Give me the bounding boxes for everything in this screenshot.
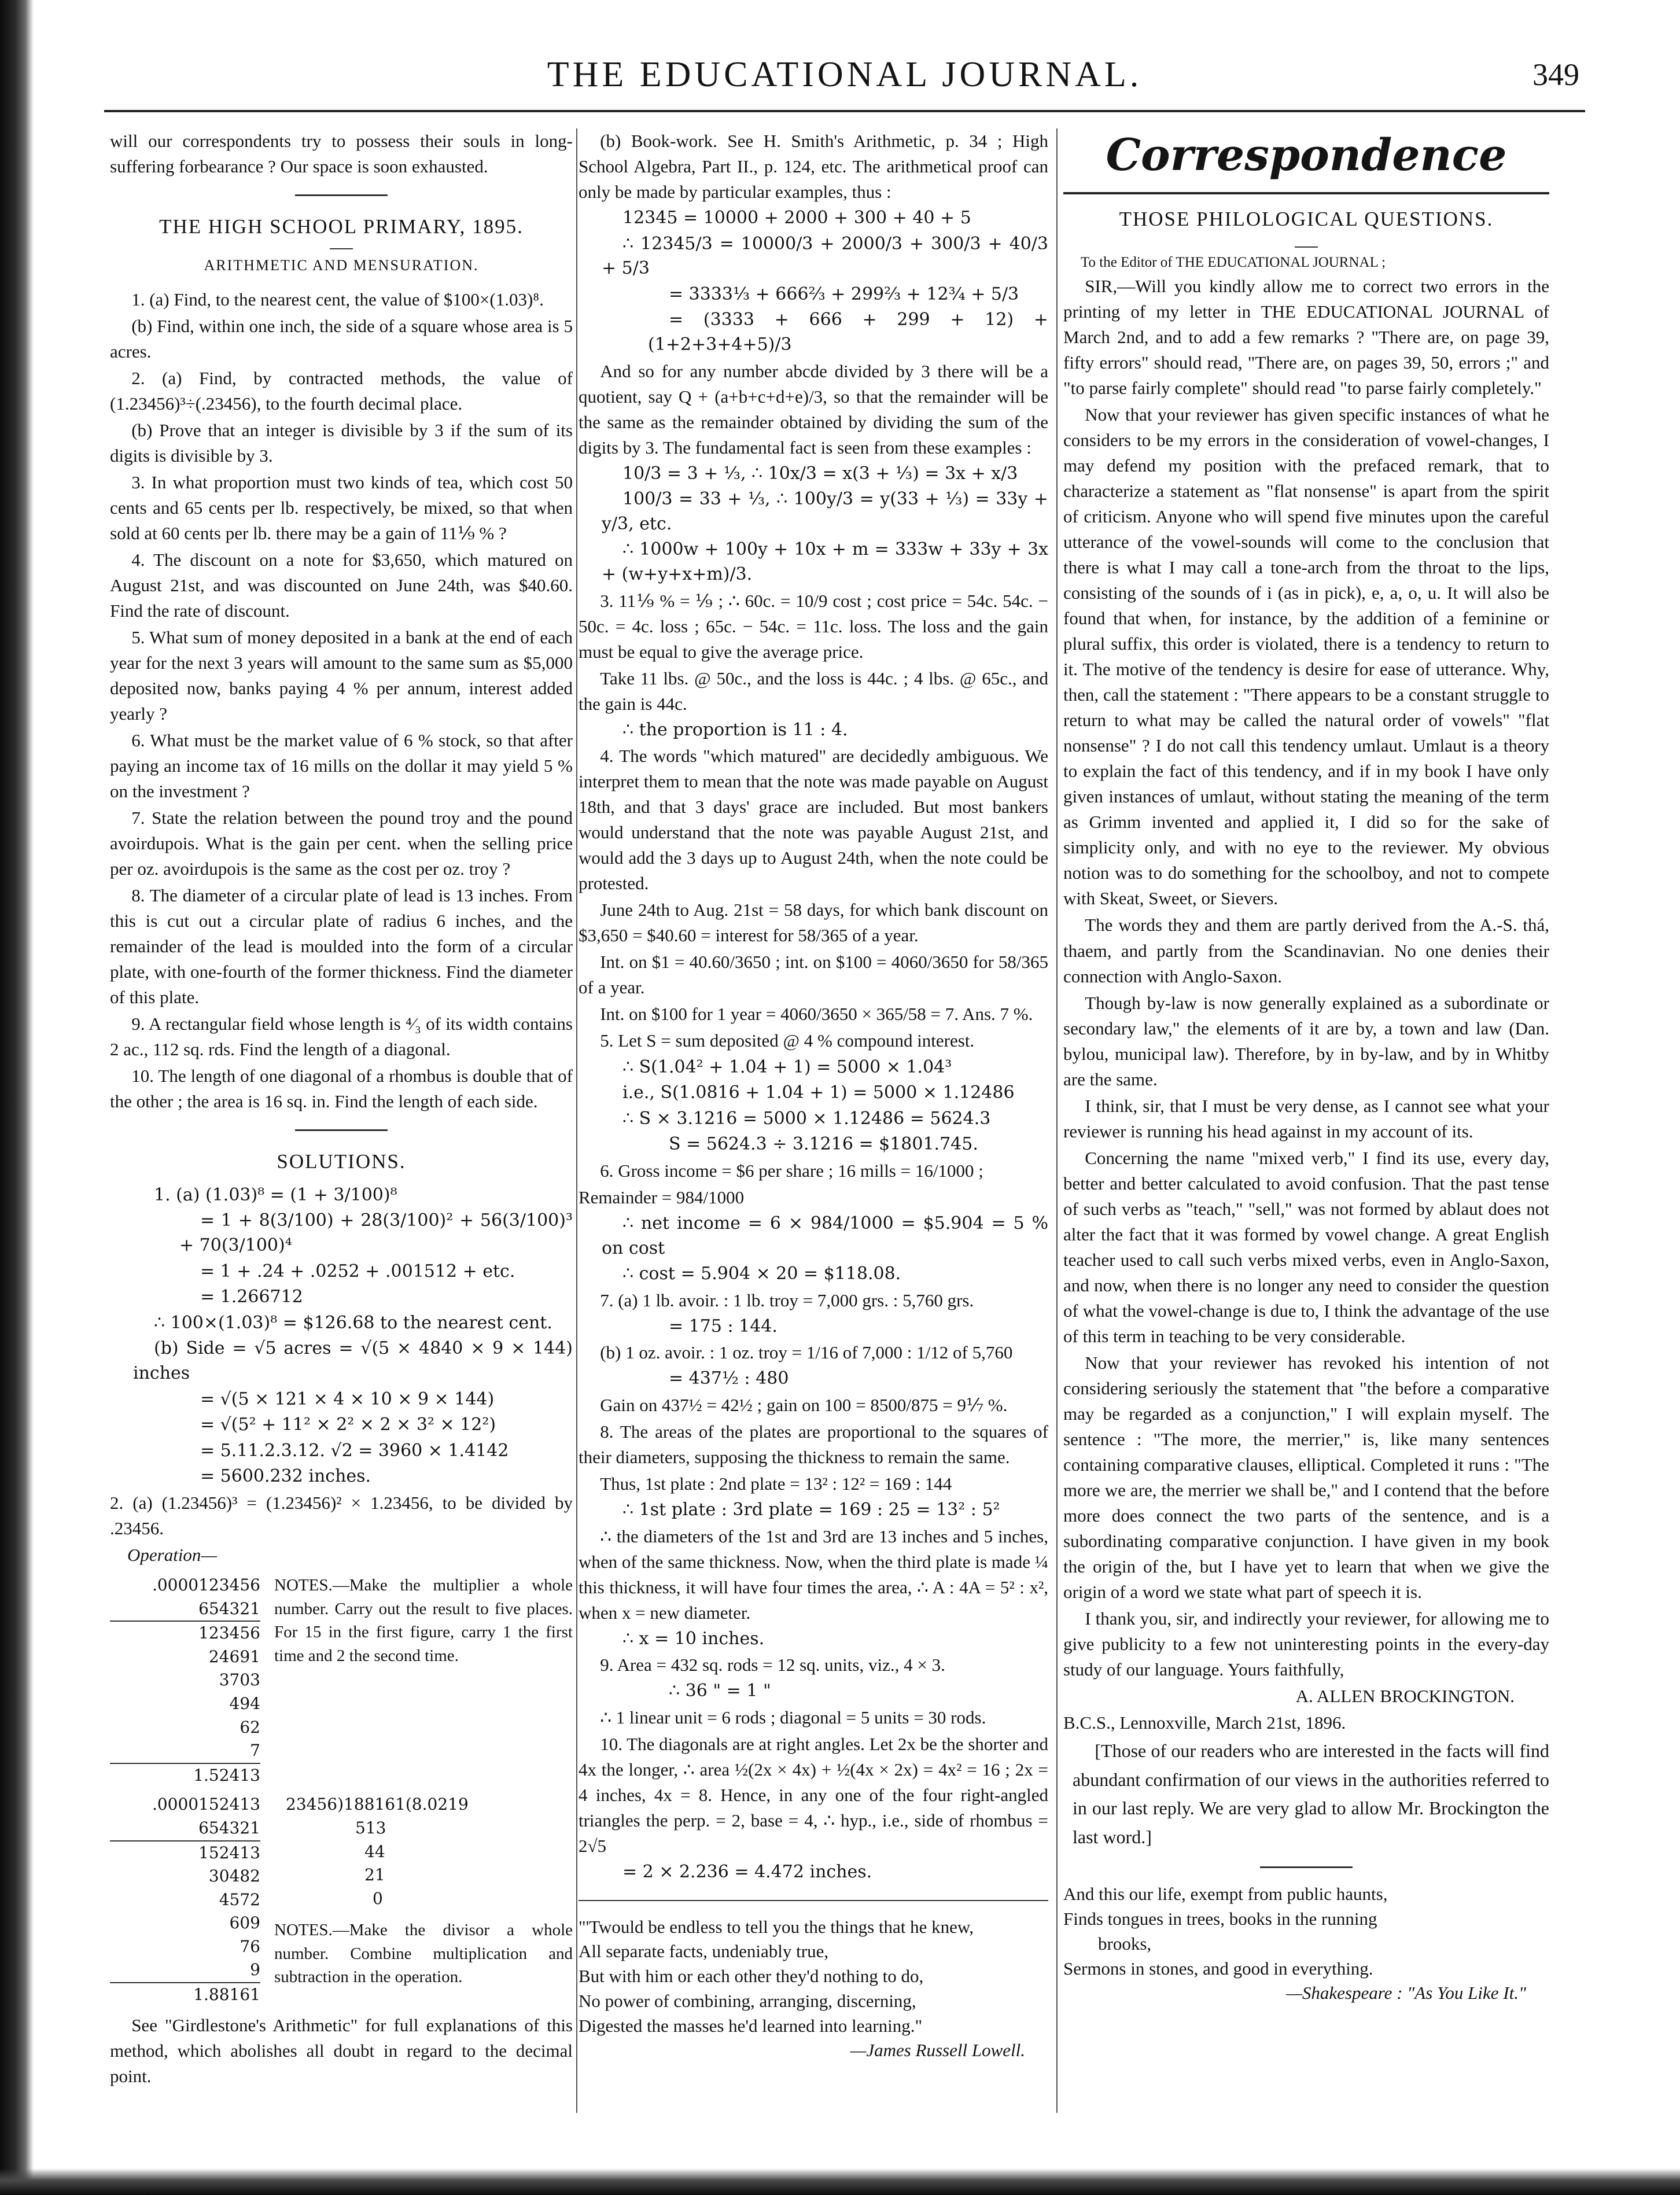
math-line: = 5.11.2.3.12. √2 = 3960 × 1.4142 xyxy=(200,1440,509,1461)
solution-6: 6. Gross income = $6 per share ; 16 mills = 16/1000 ; xyxy=(600,1160,983,1181)
section-divider xyxy=(295,194,388,196)
figure-line: 494 xyxy=(229,1693,260,1713)
editor-note: [Those of our readers who are interested in the facts will find abundant confirmation of our views in the authorities referred to in our last reply. We are very glad to allow Mr. Brockington the last word.] xyxy=(1073,1740,1549,1847)
signature-place: B.C.S., Lennoxville, March 21st, 1896. xyxy=(1063,1712,1346,1733)
solution-3: Take 11 lbs. @ 50c., and the loss is 44c. ; 4 lbs. @ 65c., and the gain is 44c. xyxy=(579,668,1048,714)
column-middle xyxy=(579,128,1048,2130)
math-line: = 437½ : 480 xyxy=(669,1368,789,1389)
abcde-paragraph: And so for any number abcde divided by 3 there will be a quotient, say Q + (a+b+c+d+e)/3, so that the remainder will be the same as the remainder obtained by dividing the sum of the digits by 3. The fundamental fact is seen from these examples : xyxy=(579,360,1048,458)
figure-line: 654321 xyxy=(198,1818,260,1837)
math-line: ∴ net income = 6 × 984/1000 = $5.904 = 5 % on cost xyxy=(602,1213,1048,1258)
figure-line: 3703 xyxy=(219,1670,260,1690)
shakespeare-quote xyxy=(1063,1882,1549,2006)
solution-7: Gain on 437½ = 42½ ; gain on 100 = 8500/875 = 9⅐ %. xyxy=(600,1394,1008,1415)
math-line: ∴ cost = 5.904 × 20 = $118.08. xyxy=(622,1264,901,1284)
question-item: 7. State the relation between the pound troy and the pound avoirdupois. What is the gain per cent. when the selling price per oz. avoirdupois is the same as the cost per oz. troy ? xyxy=(110,807,573,879)
section-divider xyxy=(1260,1866,1353,1868)
section-divider xyxy=(295,1129,388,1131)
math-line: = 1.266712 xyxy=(200,1287,303,1308)
figure-line: 1.52413 xyxy=(110,1763,260,1788)
figure-line: 76 xyxy=(240,1936,260,1956)
math-line: = 3333⅓ + 666⅔ + 299⅔ + 12¾ + 5/3 xyxy=(669,283,1019,304)
math-line: ∴ 12345/3 = 10000/3 + 2000/3 + 300/3 + 40/3 + 5/3 xyxy=(602,233,1048,279)
binding-edge-shadow xyxy=(0,0,34,2195)
journal-title: THE EDUCATIONAL JOURNAL. xyxy=(547,55,1143,94)
figure-line: 4572 xyxy=(219,1890,260,1909)
solution-4: Int. on $100 for 1 year = 4060/3650 × 365/58 = 7. Ans. 7 %. xyxy=(600,1004,1033,1025)
operation-figures xyxy=(110,1793,274,2006)
question-item: (b) Find, within one inch, the side of a square whose area is 5 acres. xyxy=(110,315,573,362)
figure-line: 609 xyxy=(229,1913,260,1933)
lowell-quote xyxy=(579,1915,1048,2064)
question-item: 5. What sum of money deposited in a bank at the end of each year for the next 3 years will amount to the same sum as $5,000 deposited now, banks paying 4 % per annum, interest added yearly ? xyxy=(110,627,573,724)
column-rule xyxy=(1056,128,1058,2113)
math-line: ∴ S(1.04² + 1.04 + 1) = 5000 × 1.04³ xyxy=(622,1056,952,1077)
running-header xyxy=(104,46,1585,112)
poem-line: Finds tongues in trees, books in the running xyxy=(1063,1909,1377,1929)
figure-line: 152413 xyxy=(110,1840,260,1865)
quote-line: "'Twould be endless to tell you the things that he knew, xyxy=(579,1916,974,1937)
arithmetic-section-title: ARITHMETIC AND MENSURATION. xyxy=(204,256,479,274)
operation-figures xyxy=(110,1574,274,1787)
solution-7: 7. (a) 1 lb. avoir. : 1 lb. troy = 7,000 grs. : 5,760 grs. xyxy=(600,1290,974,1310)
figure-line: .0000152413 xyxy=(152,1795,260,1814)
figure-line: 24691 xyxy=(208,1647,260,1666)
math-line: 100/3 = 33 + ⅓, ∴ 100y/3 = y(33 + ⅓) = 33y + y/3, etc. xyxy=(602,489,1048,534)
letter-paragraph: I thank you, sir, and indirectly your reviewer, for allowing me to give publicity to a few not uninteresting points in the every-day study of our language. Yours faithfully, xyxy=(1063,1608,1549,1680)
solution-10: 10. The diagonals are at right angles. Let 2x be the shorter and 4x the longer, ∴ area ½(2x × 4x) + ½(4x × 2x) = 4x² = 16 ; 2x = 4 inches, 4x = 8. Hence, in any one of the four right-angled triangles the perp. = 2, base = 4, ∴ hyp., i.e., side of rhombus = 2√5 xyxy=(579,1733,1048,1856)
intro-paragraph: will our correspondents try to possess their souls in long-suffering forbearance ? Our space is soon exhausted. xyxy=(110,131,573,177)
quote-author: —James Russell Lowell. xyxy=(850,2040,1025,2061)
figure-line: 9 xyxy=(250,1960,260,1980)
page-number: 349 xyxy=(1532,57,1579,92)
division-line: 0 xyxy=(373,1888,383,1908)
page-bottom-edge xyxy=(0,2168,1680,2195)
math-line: ∴ S × 3.1216 = 5000 × 1.12486 = 5624.3 xyxy=(622,1108,991,1129)
question-item: 9. A rectangular field whose length is ⁴⁄₃ of its width contains 2 ac., 112 sq. rds. Find the length of a diagonal. xyxy=(110,1014,573,1060)
quote-line: No power of combining, arranging, discerning, xyxy=(579,1990,916,2011)
math-line: S = 5624.3 ÷ 3.1216 = $1801.745. xyxy=(669,1134,978,1155)
math-line: ∴ x = 10 inches. xyxy=(622,1628,765,1649)
correspondence-heading: Correspondence xyxy=(1106,129,1507,181)
question-item: 2. (a) Find, by contracted methods, the value of (1.23456)³÷(.23456), to the fourth decimal place. xyxy=(110,367,573,414)
solution-8: 8. The areas of the plates are proportional to the squares of their diameters, supposing the thickness to remain the same. xyxy=(579,1421,1048,1467)
signature-name: A. ALLEN BROCKINGTON. xyxy=(1295,1685,1515,1706)
math-line: (b) Side = √5 acres = √(5 × 4840 × 9 × 144) inches xyxy=(133,1338,573,1383)
math-line: = 1 + .24 + .0252 + .001512 + etc. xyxy=(200,1261,515,1281)
math-line: i.e., S(1.0816 + 1.04 + 1) = 5000 × 1.12486 xyxy=(622,1082,1015,1103)
solution-9: 9. Area = 432 sq. rods = 12 sq. units, viz., 4 × 3. xyxy=(600,1655,945,1675)
quote-line: All separate facts, undeniably true, xyxy=(579,1941,829,1962)
column-right xyxy=(1063,128,1549,2130)
question-item: 1. (a) Find, to the nearest cent, the value of $100×(1.03)⁸. xyxy=(131,289,544,310)
solution-8: Thus, 1st plate : 2nd plate = 13² : 12² = 169 : 144 xyxy=(600,1473,952,1494)
section-divider xyxy=(579,1900,1048,1901)
math-line: 12345 = 10000 + 2000 + 300 + 40 + 5 xyxy=(622,208,971,229)
solution-3: 3. 11⅑ % = ⅑ ; ∴ 60c. = 10/9 cost ; cost price = 54c. 54c. − 50c. = 4c. loss ; 65c. − 54c. = 11c. loss. The loss and the gain must be equal to give the average price. xyxy=(579,590,1048,662)
poem-attribution: —Shakespeare : "As You Like It." xyxy=(1286,1983,1526,2004)
figure-line: .0000123456 xyxy=(152,1575,260,1594)
operation-note: NOTES.—Make the divisor a whole number. Combine multiplication and subtraction in the operation. xyxy=(274,1921,573,1987)
math-line: = (3333 + 666 + 299 + 12) + (1+2+3+4+5)/3 xyxy=(648,310,1048,355)
math-line: = 1 + 8(3/100) + 28(3/100)² + 56(3/100)³ + 70(3/100)⁴ xyxy=(179,1210,573,1255)
heading-rule xyxy=(1063,192,1549,194)
figure-line: 123456 xyxy=(110,1621,260,1645)
letter-paragraph: Now that your reviewer has given specific instances of what he considers to be my errors in the consideration of vowel-changes, I may defend my position with the prefaced remark, that to characterize a statement as "flat nonsense" is apart from the spirit of criticism. Anyone who will spend five minutes upon the careful utterance of the vowel-sounds will come to the conclusion that there is what I may call a tone-arch from the throat to the lips, consisting of the sounds of i (as in pick), e, a, o, u. It will also be found that when, for instance, by the addition of a feminine or plural suffix, this order is violated, there is a tendency to return to it. The motive of the tendency is desire for ease of utterance. Why, then, call the statement : "There appears to be a constant struggle to return to what may be called the natural order of vowels" "flat nonsense" ? I do not call this tendency umlaut. Umlaut is a theory to explain the fact of this tendency, and if in my book I have only given instances of umlaut, without stating the meaning of the term as Grimm invented and applied it, I did so for the sake of simplicity only, and with no eye to the reviewer. My obvious notion was to do something for the schoolboy, and not to compete with Skeat, Sweet, or Sievers. xyxy=(1063,404,1549,909)
division-and-note xyxy=(274,1793,573,2006)
title-dash xyxy=(1295,246,1318,248)
figure-line: 62 xyxy=(240,1717,260,1737)
question-item: 4. The discount on a note for $3,650, which matured on August 21st, and was discounted on June 24th, was $40.60. Find the rate of discount. xyxy=(110,549,573,621)
letter-paragraph: I think, sir, that I must be very dense, as I cannot see what your reviewer is running his head against in my account of its. xyxy=(1063,1095,1549,1141)
math-line: ∴ 1st plate : 3rd plate = 169 : 25 = 13² : 5² xyxy=(622,1499,1000,1520)
solution-5: 5. Let S = sum deposited @ 4 % compound interest. xyxy=(600,1030,975,1051)
division-line: 23456)188161(8.0219 xyxy=(286,1795,469,1814)
letter-paragraph: Concerning the name "mixed verb," I find its use, every day, better and better calculated to avoid confusion. That the past tense of such verbs as "teach," "sell," was not formed by ablaut does not alter the fact that it was formed by vowel change. A great English teacher used to call such verbs mixed verbs, even in Anglo-Saxon, and now, when there is no longer any need to consider the question of what the vowel-change is due to, I think the advantage of the use of this term in teaching to be very considerable. xyxy=(1063,1147,1549,1346)
question-item: 3. In what proportion must two kinds of tea, which cost 50 cents and 65 cents per lb. respectively, be mixed, so that when sold at 60 cents per lb. there may be a gain of 11⅑ % ? xyxy=(110,472,573,543)
column-rule xyxy=(576,128,577,2113)
operation-note: NOTES.—Make the multiplier a whole number. Carry out the result to five places. For 15 in the first figure, carry 1 the first time and 2 the second time. xyxy=(274,1575,573,1665)
solution-9: ∴ 1 linear unit = 6 rods ; diagonal = 5 units = 30 rods. xyxy=(600,1707,986,1728)
solution-4: June 24th to Aug. 21st = 58 days, for which bank discount on $3,650 = $40.60 = interest for 58/365 of a year. xyxy=(579,900,1048,946)
question-item: 8. The diameter of a circular plate of lead is 13 inches. From this is cut out a circular plate of radius 6 inches, and the remainder of the lead is moulded into the form of a circular plate, with one-fourth of the former thickness. Find the diameter of this plate. xyxy=(110,885,573,1008)
math-line: = 2 × 2.236 = 4.472 inches. xyxy=(622,1861,872,1882)
solution-7: (b) 1 oz. avoir. : 1 oz. troy = 1/16 of 7,000 : 1/12 of 5,760 xyxy=(600,1342,1013,1363)
math-line: ∴ 1000w + 100y + 10x + m = 333w + 33y + 3x + (w+y+x+m)/3. xyxy=(602,539,1048,585)
book-work-paragraph: (b) Book-work. See H. Smith's Arithmetic, p. 34 ; High School Algebra, Part II., p. 124, etc. The arithmetical proof can only be made by particular examples, thus : xyxy=(579,131,1048,202)
girdlestone-note: See "Girdlestone's Arithmetic" for full explanations of this method, which abolishes all doubt in regard to the decimal point. xyxy=(110,2014,573,2086)
letter-paragraph: Though by-law is now generally explained as a subordinate or secondary law," the elements of it are by, a town and law (Dan. bylou, municipal law). Therefore, by in by-law, and by in Whitby are the same. xyxy=(1063,992,1549,1089)
figure-line: 30482 xyxy=(208,1866,260,1886)
salutation-line: To the Editor of THE EDUCATIONAL JOURNAL ; xyxy=(1081,254,1386,270)
solution-4: Int. on $1 = 40.60/3650 ; int. on $100 = 4060/3650 for 58/365 of a year. xyxy=(579,952,1048,998)
math-line: ∴ 100×(1.03)⁸ = $126.68 to the nearest cent. xyxy=(154,1312,552,1333)
math-line: = 5600.232 inches. xyxy=(200,1466,371,1487)
letter-paragraph: SIR,—Will you kindly allow me to correct two errors in the printing of my letter in THE EDUCATIONAL JOURNAL of March 2nd, and to add a few remarks ? "There are, on page 39, fifty errors" should read, "There are, on pages 39, 50, errors ;" and "to parse fairly complete" should read "to parse fairly completely." xyxy=(1063,276,1549,399)
figure-line: 654321 xyxy=(198,1599,260,1618)
letter-title: THOSE PHILOLOGICAL QUESTIONS. xyxy=(1119,207,1494,230)
operation-block-2 xyxy=(110,1793,573,2006)
operation-label: Operation— xyxy=(127,1544,217,1565)
solution-8: ∴ the diameters of the 1st and 3rd are 13 inches and 5 inches, when of the same thickness. Now, when the third plate is made ¼ this thickness, it will have four times the area, ∴ A : 4A = 5² : x², when x = new diameter. xyxy=(579,1526,1048,1623)
division-line: 21 xyxy=(364,1865,385,1885)
letter-paragraph: Now that your reviewer has revoked his intention of not considering seriously the statement that "the before a comparative may be regarded as a conjunction," I will explain myself. The sentence : "The more, the merrier," is, like many sentences containing comparative clauses, elliptical. Completed it runs : "The more we are, the merrier we shall be," and I contend that the before more does connect the two parts of the sentence, and is a subordinating comparative conjunction. I have given in my book the origin of the, but I have yet to learn that when we give the origin of a word we state what part of speech it is. xyxy=(1063,1352,1549,1602)
solution-2-intro: 2. (a) (1.23456)³ = (1.23456)² × 1.23456, to be divided by .23456. xyxy=(110,1492,573,1538)
poem-line: Sermons in stones, and good in everything. xyxy=(1063,1958,1373,1979)
poem-line: And this our life, exempt from public haunts, xyxy=(1063,1884,1388,1905)
math-line: 1. (a) (1.03)⁸ = (1 + 3/100)⁸ xyxy=(154,1184,397,1205)
division-working xyxy=(274,1793,573,1910)
figure-line: 7 xyxy=(250,1741,260,1761)
solutions-title: SOLUTIONS. xyxy=(277,1150,406,1173)
quote-line: Digested the masses he'd learned into learning." xyxy=(579,2015,923,2036)
solution-4: 4. The words "which matured" are decidedly ambiguous. We interpret them to mean that the note was made payable on August 18th, and that 3 days' grace are included. But most bankers would understand that the note was payable August 21st, and would add the 3 days up to August 24th, when the note could be protested. xyxy=(579,746,1048,894)
solution-6: Remainder = 984/1000 xyxy=(579,1187,745,1207)
math-line: 10/3 = 3 + ⅓, ∴ 10x/3 = x(3 + ⅓) = 3x + x/3 xyxy=(622,463,1018,484)
question-item: (b) Prove that an integer is divisible by 3 if the sum of its digits is divisible by 3. xyxy=(110,419,573,466)
figure-line: 1.88161 xyxy=(110,1982,260,2007)
poem-line: brooks, xyxy=(1098,1933,1152,1954)
math-line: = √(5 × 121 × 4 × 10 × 9 × 144) xyxy=(200,1389,495,1409)
letter-paragraph: The words they and them are partly derived from the A.-S. thá, thaem, and partly from the Scandinavian. No one denies their connection with Anglo-Saxon. xyxy=(1063,915,1549,986)
operation-block-1 xyxy=(110,1574,573,1787)
solution-3: ∴ the proportion is 11 : 4. xyxy=(622,719,848,740)
division-line: 44 xyxy=(364,1842,385,1861)
math-line: = √(5² + 11² × 2² × 2 × 3² × 12²) xyxy=(200,1415,496,1435)
title-dash xyxy=(330,248,353,249)
primary-exam-title: THE HIGH SCHOOL PRIMARY, 1895. xyxy=(159,215,524,238)
column-left xyxy=(110,128,573,2130)
division-line: 513 xyxy=(355,1818,386,1837)
quote-line: But with him or each other they'd nothing to do, xyxy=(579,1966,924,1987)
question-item: 10. The length of one diagonal of a rhombus is double that of the other ; the area is 16 sq. in. Find the length of each side. xyxy=(110,1066,573,1112)
math-line: = 175 : 144. xyxy=(669,1316,778,1336)
math-line: ∴ 36 " = 1 " xyxy=(669,1681,771,1702)
question-item: 6. What must be the market value of 6 % stock, so that after paying an income tax of 16 mills on the dollar it may yield 5 % on the investment ? xyxy=(110,730,573,801)
